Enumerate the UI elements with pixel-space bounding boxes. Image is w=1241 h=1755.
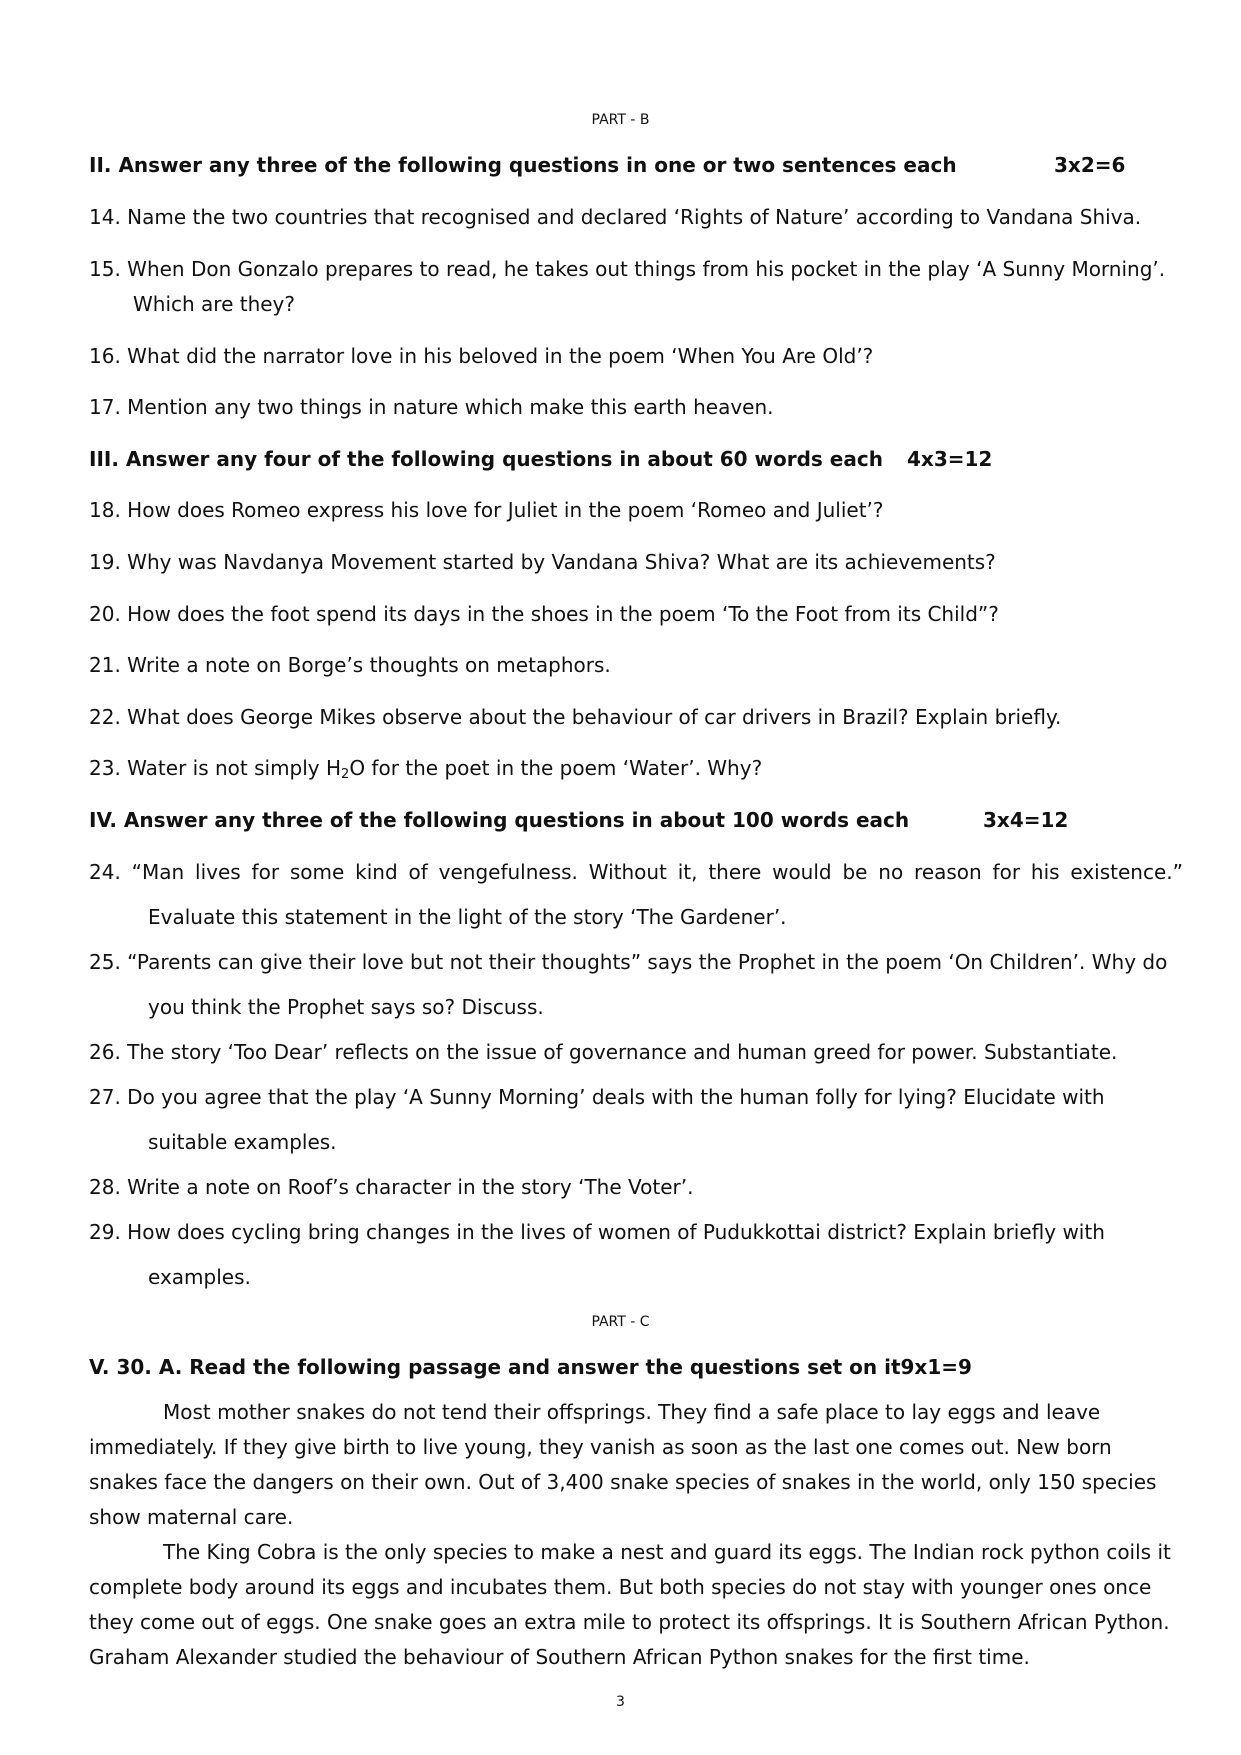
passage-para-2-line-3: they come out of eggs. One snake goes an extra mile to protect its offsprings. It is Southern African Python.: [89, 1610, 1170, 1634]
section-3-instruction: III. Answer any four of the following questions in about 60 words each: [89, 447, 883, 471]
section-5-instruction-text: V. 30. A. Read the following passage and answer the questions set on it: [89, 1355, 901, 1379]
question-23-text-b: O for the poet in the poem ‘Water’. Why?: [349, 756, 763, 780]
question-28: 28. Write a note on Roof’s character in the story ‘The Voter’.: [89, 1175, 694, 1199]
question-18: 18. How does Romeo express his love for Juliet in the poem ‘Romeo and Juliet’?: [89, 498, 884, 522]
question-16: 16. What did the narrator love in his beloved in the poem ‘When You Are Old’?: [89, 344, 874, 368]
passage-para-1-line-4: show maternal care.: [89, 1505, 294, 1529]
question-26: 26. The story ‘Too Dear’ reflects on the issue of governance and human greed for power. Substantiate.: [89, 1040, 1118, 1064]
question-24-line-1: [89, 859, 1183, 885]
section-3-marks: 4x3=12: [907, 447, 993, 471]
question-21: 21. Write a note on Borge’s thoughts on metaphors.: [89, 653, 611, 677]
section-2-marks: 3x2=6: [1054, 153, 1126, 177]
question-25-line-1: 25. “Parents can give their love but not their thoughts” says the Prophet in the poem ‘On Children’. Why do: [89, 950, 1168, 974]
question-15-line-1: 15. When Don Gonzalo prepares to read, he takes out things from his pocket in the play ‘A Sunny Morning’.: [89, 257, 1166, 281]
passage-para-1-line-1: Most mother snakes do not tend their offsprings. They find a safe place to lay eggs and leave: [163, 1400, 1101, 1424]
passage-para-2-line-4: Graham Alexander studied the behaviour of Southern African Python snakes for the first time.: [89, 1645, 1030, 1669]
question-22: 22. What does George Mikes observe about the behaviour of car drivers in Brazil? Explain briefly.: [89, 705, 1062, 729]
question-15-line-2: Which are they?: [133, 292, 296, 316]
section-5-instruction: [89, 1354, 972, 1380]
page-number: 3: [616, 1694, 625, 1710]
section-4-instruction: IV. Answer any three of the following questions in about 100 words each: [89, 808, 910, 832]
section-2-instruction: II. Answer any three of the following questions in one or two sentences each: [89, 153, 957, 177]
question-29-line-2: examples.: [148, 1265, 251, 1289]
passage-para-1-line-2: immediately. If they give birth to live young, they vanish as soon as the last one comes out. New born: [89, 1435, 1112, 1459]
question-23: [89, 755, 762, 781]
question-27-line-2: suitable examples.: [148, 1130, 337, 1154]
question-29-line-1: 29. How does cycling bring changes in the lives of women of Pudukkottai district? Explain briefly with: [89, 1220, 1105, 1244]
section-4-marks: 3x4=12: [983, 808, 1069, 832]
question-25-line-2: you think the Prophet says so? Discuss.: [148, 995, 544, 1019]
question-27-line-1: 27. Do you agree that the play ‘A Sunny Morning’ deals with the human folly for lying? Elucidate with: [89, 1085, 1105, 1109]
question-19: 19. Why was Navdanya Movement started by Vandana Shiva? What are its achievements?: [89, 550, 996, 574]
section-5-marks: 9x1=9: [900, 1355, 972, 1379]
passage-para-2-line-2: complete body around its eggs and incubates them. But both species do not stay with younger ones once: [89, 1575, 1152, 1599]
question-14: 14. Name the two countries that recognised and declared ‘Rights of Nature’ according to Vandana Shiva.: [89, 205, 1142, 229]
passage-para-1-line-3: snakes face the dangers on their own. Out of 3,400 snake species of snakes in the world, only 150 species: [89, 1470, 1157, 1494]
subscript-2: 2: [341, 767, 350, 782]
question-24-line-2: Evaluate this statement in the light of the story ‘The Gardener’.: [148, 905, 787, 929]
question-17: 17. Mention any two things in nature which make this earth heaven.: [89, 395, 774, 419]
part-b-heading: PART - B: [591, 112, 650, 128]
question-20: 20. How does the foot spend its days in the shoes in the poem ‘To the Foot from its Child”?: [89, 602, 999, 626]
question-23-text-a: 23. Water is not simply H: [89, 756, 342, 780]
passage-para-2-line-1: The King Cobra is the only species to make a nest and guard its eggs. The Indian rock python coils it: [163, 1540, 1171, 1564]
question-24-line-1-text: 24. “Man lives for some kind of vengefulness. Without it, there would be no reason for his existence.”: [89, 860, 1183, 884]
part-c-heading: PART - C: [591, 1314, 650, 1330]
